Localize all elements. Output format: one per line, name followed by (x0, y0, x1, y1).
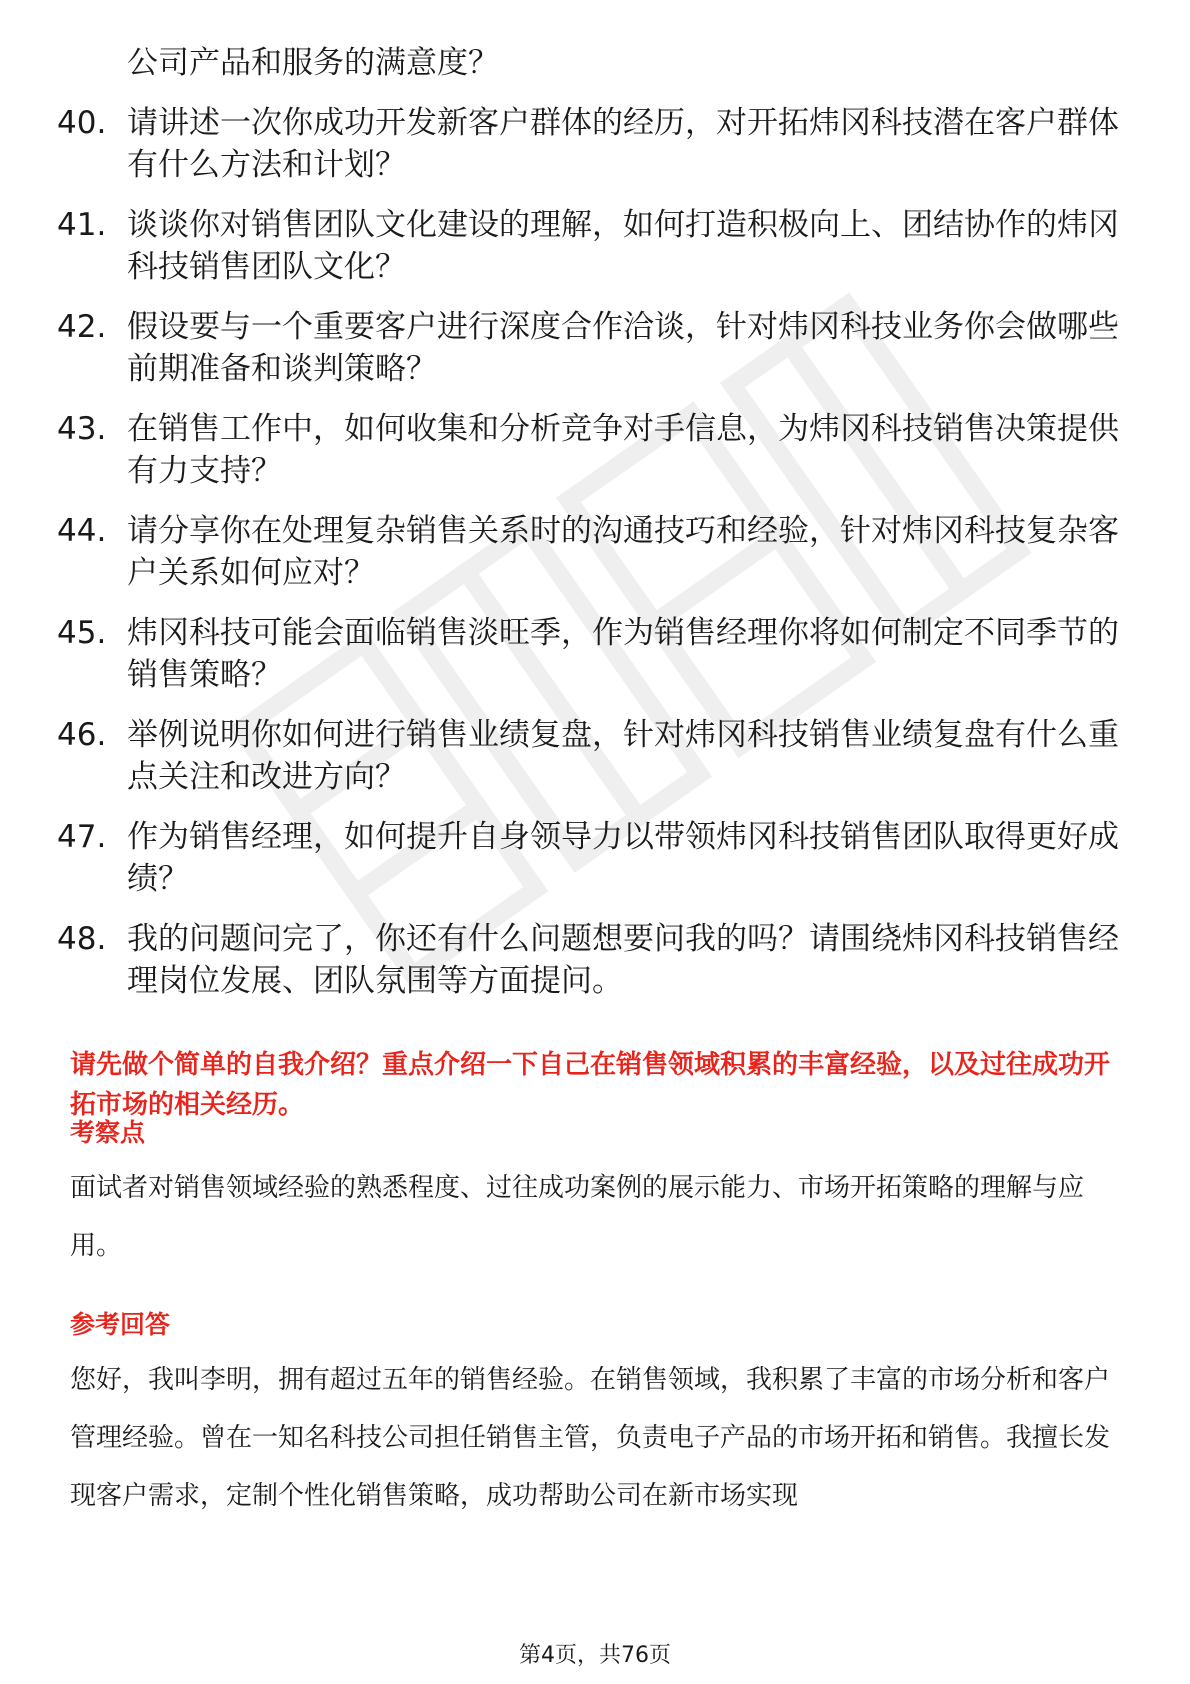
highlight-question: 请先做个简单的自我介绍？重点介绍一下自己在销售领域积累的丰富经验，以及过往成功开拓市场的相关经历。 (70, 1050, 1111, 1120)
list-item-number: 43. (57, 411, 107, 447)
list-item (0, 510, 1190, 594)
page-footer: 第4页，共76页 (519, 1643, 671, 1668)
list-item (0, 918, 1190, 1002)
list-item (0, 408, 1190, 492)
list-item-text: 作为销售经理，如何提升自身领导力以带领炜冈科技销售团队取得更好成绩？ (127, 819, 1119, 897)
list-item (0, 612, 1190, 696)
list-item (0, 306, 1190, 390)
list-item-text: 炜冈科技可能会面临销售淡旺季，作为销售经理你将如何制定不同季节的销售策略？ (127, 615, 1119, 693)
list-item-number: 45. (57, 615, 107, 651)
exam-point-title: 考察点 (70, 1118, 146, 1147)
list-item-number: 41. (57, 207, 107, 243)
list-item-text: 假设要与一个重要客户进行深度合作洽谈，针对炜冈科技业务你会做哪些前期准备和谈判策略？ (127, 309, 1119, 387)
list-item-number: 48. (57, 921, 107, 957)
reference-answer-title: 参考回答 (70, 1310, 171, 1339)
question-list (0, 42, 1190, 1020)
exam-point-text: 面试者对销售领域经验的熟悉程度、过往成功案例的展示能力、市场开拓策略的理解与应用。 (70, 1173, 1085, 1261)
question-continuation (0, 42, 1190, 84)
list-item-text: 请讲述一次你成功开发新客户群体的经历，对开拓炜冈科技潜在客户群体有什么方法和计划？ (127, 105, 1119, 183)
list-item (0, 816, 1190, 900)
list-item-number: 44. (57, 513, 107, 549)
list-item-number: 42. (57, 309, 107, 345)
list-item (0, 714, 1190, 798)
list-item-number: 46. (57, 717, 107, 753)
list-item-text: 举例说明你如何进行销售业绩复盘，针对炜冈科技销售业绩复盘有什么重点关注和改进方向？ (127, 717, 1119, 795)
question-continuation-text: 公司产品和服务的满意度？ (127, 45, 499, 81)
list-item (0, 102, 1190, 186)
list-item (0, 204, 1190, 288)
list-item-number: 47. (57, 819, 107, 855)
list-item-text: 谈谈你对销售团队文化建设的理解，如何打造积极向上、团结协作的炜冈科技销售团队文化？ (127, 207, 1119, 285)
reference-answer-text: 您好，我叫李明，拥有超过五年的销售经验。在销售领域，我积累了丰富的市场分析和客户管理经验。曾在一知名科技公司担任销售主管，负责电子产品的市场开拓和销售。我擅长发现客户需求，定制个性化销售策略，成功帮助公司在新市场实现 (70, 1365, 1111, 1511)
list-item-text: 在销售工作中，如何收集和分析竞争对手信息，为炜冈科技销售决策提供有力支持？ (127, 411, 1119, 489)
list-item-text: 我的问题问完了，你还有什么问题想要问我的吗？请围绕炜冈科技销售经理岗位发展、团队氛围等方面提问。 (127, 921, 1119, 999)
list-item-text: 请分享你在处理复杂销售关系时的沟通技巧和经验，针对炜冈科技复杂客户关系如何应对？ (127, 513, 1119, 591)
list-item-number: 40. (57, 105, 107, 141)
